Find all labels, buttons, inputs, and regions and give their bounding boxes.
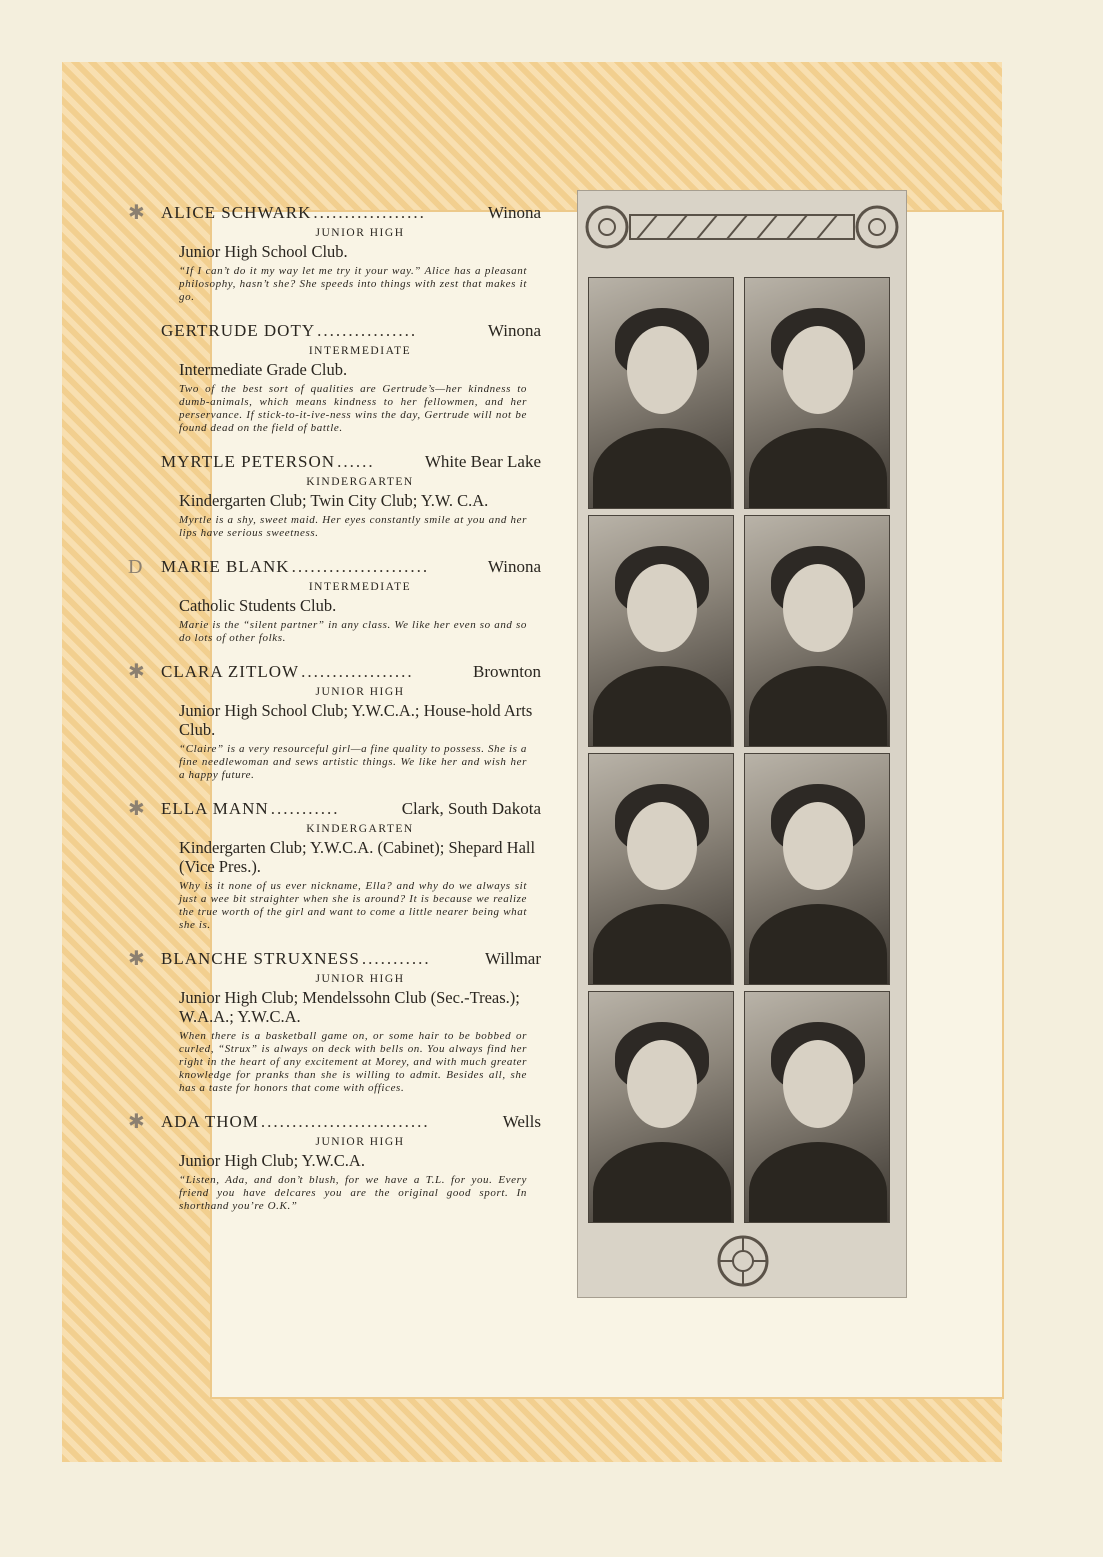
department: JUNIOR HIGH bbox=[315, 973, 405, 985]
entry-ada-thom bbox=[128, 1109, 541, 1213]
student-name: MYRTLE PETERSON bbox=[161, 452, 336, 471]
leader-dots: ...................... bbox=[291, 557, 430, 576]
mark-glyph: D bbox=[128, 556, 143, 578]
description: “If I can’t do it my way let me try it your way.” Alice has a pleasant philosophy, hasn’t she? She speeds into things with zest that makes it go. bbox=[179, 265, 527, 303]
entry-blanche-struxness bbox=[128, 946, 541, 1095]
portrait-photo bbox=[588, 515, 734, 747]
clubs: Junior High Club; Y.W.C.A. bbox=[179, 1151, 365, 1170]
student-name: ADA THOM bbox=[161, 1112, 259, 1131]
student-name: MARIE BLANK bbox=[161, 557, 290, 576]
department: JUNIOR HIGH bbox=[315, 227, 405, 239]
hometown: White Bear Lake bbox=[424, 452, 541, 471]
leader-dots: ...... bbox=[337, 452, 375, 471]
hometown: Wells bbox=[502, 1112, 541, 1131]
entry-alice-schwark bbox=[128, 200, 541, 304]
entry-ella-mann bbox=[128, 796, 541, 932]
department: JUNIOR HIGH bbox=[315, 686, 405, 698]
portrait-photo bbox=[588, 277, 734, 509]
description: Two of the best sort of qualities are Gertrude’s—her kindness to dumb-animals, which means kindness to her fellowmen, and her perservance. If stick-to-it-ive-ness wins the day, Gertrude will not be found dead on the field of battle. bbox=[179, 383, 527, 434]
department: KINDERGARTEN bbox=[306, 823, 414, 835]
clubs: Junior High School Club; Y.W.C.A.; House-hold Arts Club. bbox=[179, 701, 533, 739]
entry-clara-zitlow bbox=[128, 659, 541, 782]
department: INTERMEDIATE bbox=[308, 581, 412, 593]
clubs: Catholic Students Club. bbox=[179, 596, 337, 615]
student-name: CLARA ZITLOW bbox=[161, 662, 300, 681]
description: Myrtle is a shy, sweet maid. Her eyes constantly smile at you and her lips have serious sweetness. bbox=[179, 514, 527, 539]
hometown: Winona bbox=[487, 321, 541, 340]
student-name: GERTRUDE DOTY bbox=[161, 321, 316, 340]
department: JUNIOR HIGH bbox=[315, 1136, 405, 1148]
portrait-photo bbox=[744, 991, 890, 1223]
ornament-bottom-icon bbox=[713, 1231, 773, 1291]
portrait-photo bbox=[744, 277, 890, 509]
leader-dots: ................ bbox=[317, 321, 418, 340]
clubs: Intermediate Grade Club. bbox=[179, 360, 348, 379]
mark-glyph: ✱ bbox=[128, 1111, 145, 1133]
department: INTERMEDIATE bbox=[308, 345, 412, 357]
description: Why is it none of us ever nickname, Ella? and why do we always sit just a wee bit straighter when she is around? It is because we realize the true worth of the girl and want to come a little nearer being what she is. bbox=[179, 880, 527, 931]
entry-marie-blank bbox=[128, 554, 541, 645]
description: “Claire” is a very resourceful girl—a fine quality to possess. She is a fine needlewoman and sews artistic things. We like her and wish her a happy future. bbox=[179, 743, 527, 781]
portrait-panel bbox=[577, 190, 907, 1298]
leader-dots: ........................... bbox=[260, 1112, 430, 1131]
mark-glyph: ✱ bbox=[128, 948, 145, 970]
hometown: Brownton bbox=[473, 662, 541, 681]
student-name: ELLA MANN bbox=[161, 799, 269, 818]
department: KINDERGARTEN bbox=[306, 476, 414, 488]
clubs: Kindergarten Club; Twin City Club; Y.W. C.A. bbox=[179, 491, 489, 510]
mark-glyph: ✱ bbox=[128, 202, 145, 224]
student-list bbox=[128, 200, 541, 1227]
clubs: Kindergarten Club; Y.W.C.A. (Cabinet); Shepard Hall (Vice Pres.). bbox=[179, 838, 536, 876]
entry-gertrude-doty bbox=[131, 318, 541, 435]
mark-glyph: ✱ bbox=[128, 798, 145, 820]
clubs: Junior High Club; Mendelssohn Club (Sec.-Treas.); W.A.A.; Y.W.C.A. bbox=[179, 988, 520, 1026]
hometown: Willmar bbox=[485, 949, 541, 968]
ornament-top-icon bbox=[582, 197, 902, 257]
student-name: BLANCHE STRUXNESS bbox=[161, 949, 360, 968]
hometown: Winona bbox=[487, 557, 541, 576]
portrait-photo bbox=[744, 753, 890, 985]
leader-dots: .................. bbox=[313, 203, 426, 222]
leader-dots: ........... bbox=[361, 949, 431, 968]
mark-glyph: ✱ bbox=[128, 661, 145, 683]
entry-myrtle-peterson bbox=[131, 449, 541, 540]
leader-dots: ........... bbox=[270, 799, 340, 818]
portrait-photo bbox=[744, 515, 890, 747]
description: Marie is the “silent partner” in any class. We like her even so and so do lots of other folks. bbox=[179, 619, 527, 644]
hometown: Winona bbox=[487, 203, 541, 222]
hometown: Clark, South Dakota bbox=[401, 799, 541, 818]
description: “Listen, Ada, and don’t blush, for we have a T.L. for you. Every friend you have delcares you are the original good sport. In shorthand you’re O.K.” bbox=[179, 1174, 527, 1212]
portrait-photo bbox=[588, 753, 734, 985]
clubs: Junior High School Club. bbox=[179, 242, 348, 261]
leader-dots: .................. bbox=[301, 662, 414, 681]
description: When there is a basketball game on, or some hair to be bobbed or curled, “Strux” is always on deck with bells on. You always find her right in the heart of any excitement at Morey, and with much greater knowledge for pranks than she is willing to admit. Besides all, she has a taste for honors that come with offices. bbox=[179, 1030, 527, 1094]
portrait-photo bbox=[588, 991, 734, 1223]
student-name: ALICE SCHWARK bbox=[161, 203, 312, 222]
